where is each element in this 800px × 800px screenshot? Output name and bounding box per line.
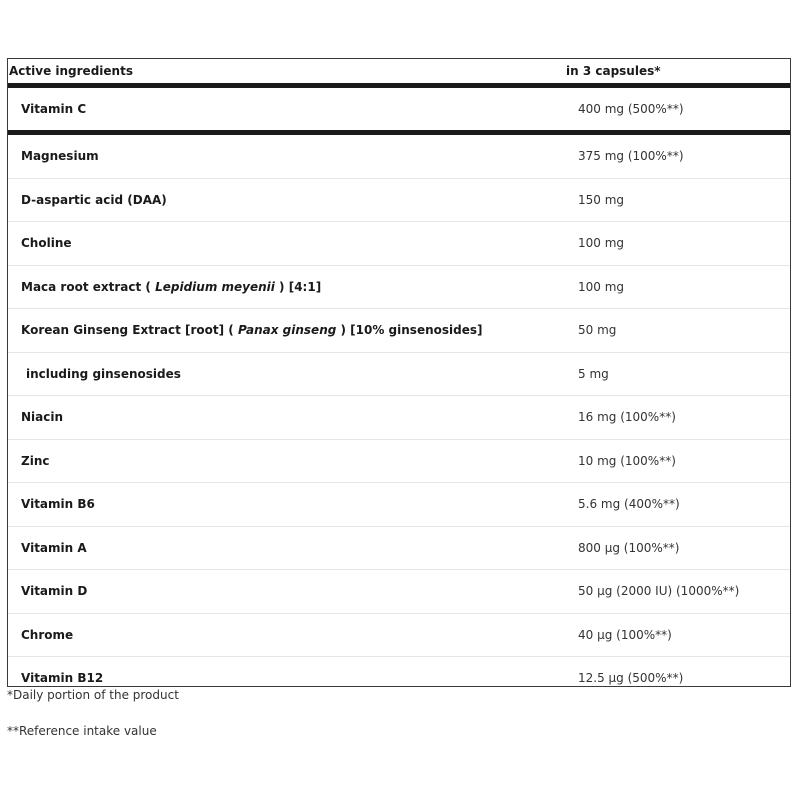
table-row (8, 135, 790, 179)
latin-name: Panax ginseng (237, 323, 337, 338)
ingredient-amount: 12.5 µg (500%**) (578, 671, 684, 686)
ingredient-amount: 5.6 mg (400%**) (578, 497, 680, 512)
ingredient-name: Zinc (21, 453, 50, 468)
ingredient-amount: 400 mg (500%**) (578, 102, 684, 116)
ingredient-name: Vitamin A (21, 540, 87, 555)
ingredient-amount: 375 mg (100%**) (578, 149, 684, 164)
name-prefix: Korean Ginseng Extract [root] ( (21, 323, 238, 338)
name-suffix: ) [10% ginsenosides] (336, 323, 483, 338)
table-row (8, 179, 790, 223)
table-row (8, 353, 790, 397)
ingredient-name: including ginsenosides (26, 366, 181, 381)
header-amount: in 3 capsules* (566, 64, 661, 78)
ingredient-name: Vitamin D (21, 584, 88, 599)
ingredient-amount: 50 mg (578, 323, 617, 338)
table-row (8, 614, 790, 658)
table-row (8, 309, 790, 353)
table-row (8, 527, 790, 571)
table-row (8, 396, 790, 440)
footnote-daily-portion: *Daily portion of the product (7, 688, 179, 702)
ingredient-name: D-aspartic acid (DAA) (21, 192, 167, 207)
table-row (8, 266, 790, 310)
header-ingredients: Active ingredients (9, 64, 133, 78)
footnote-reference-intake: **Reference intake value (7, 724, 157, 738)
ingredients-table (7, 58, 791, 687)
ingredient-name: Niacin (21, 410, 64, 425)
latin-name: Lepidium meyenii (155, 279, 275, 294)
ingredient-name: Vitamin B12 (21, 671, 104, 686)
ingredient-name: Vitamin C (21, 102, 87, 116)
table-row (8, 483, 790, 527)
ingredient-amount: 150 mg (578, 192, 625, 207)
ingredient-amount: 800 µg (100%**) (578, 540, 680, 555)
ingredient-amount: 50 µg (2000 IU) (1000%**) (578, 584, 740, 599)
ingredient-name: Choline (21, 236, 72, 251)
ingredient-amount: 100 mg (578, 236, 625, 251)
table-row (8, 88, 790, 135)
table-header (8, 59, 790, 88)
ingredient-amount: 40 µg (100%**) (578, 627, 672, 642)
ingredient-name (8, 280, 564, 294)
table-row (8, 222, 790, 266)
ingredient-name: Chrome (21, 627, 74, 642)
table-row (8, 440, 790, 484)
ingredient-amount: 100 mg (578, 279, 625, 294)
name-prefix: Maca root extract ( (21, 279, 156, 294)
ingredient-amount: 5 mg (578, 366, 609, 381)
ingredient-amount: 16 mg (100%**) (578, 410, 676, 425)
ingredient-name (8, 323, 564, 337)
ingredient-amount: 10 mg (100%**) (578, 453, 676, 468)
table-row (8, 570, 790, 614)
name-suffix: ) [4:1] (274, 279, 322, 294)
ingredient-name: Vitamin B6 (21, 497, 95, 512)
ingredient-name: Magnesium (21, 149, 99, 164)
